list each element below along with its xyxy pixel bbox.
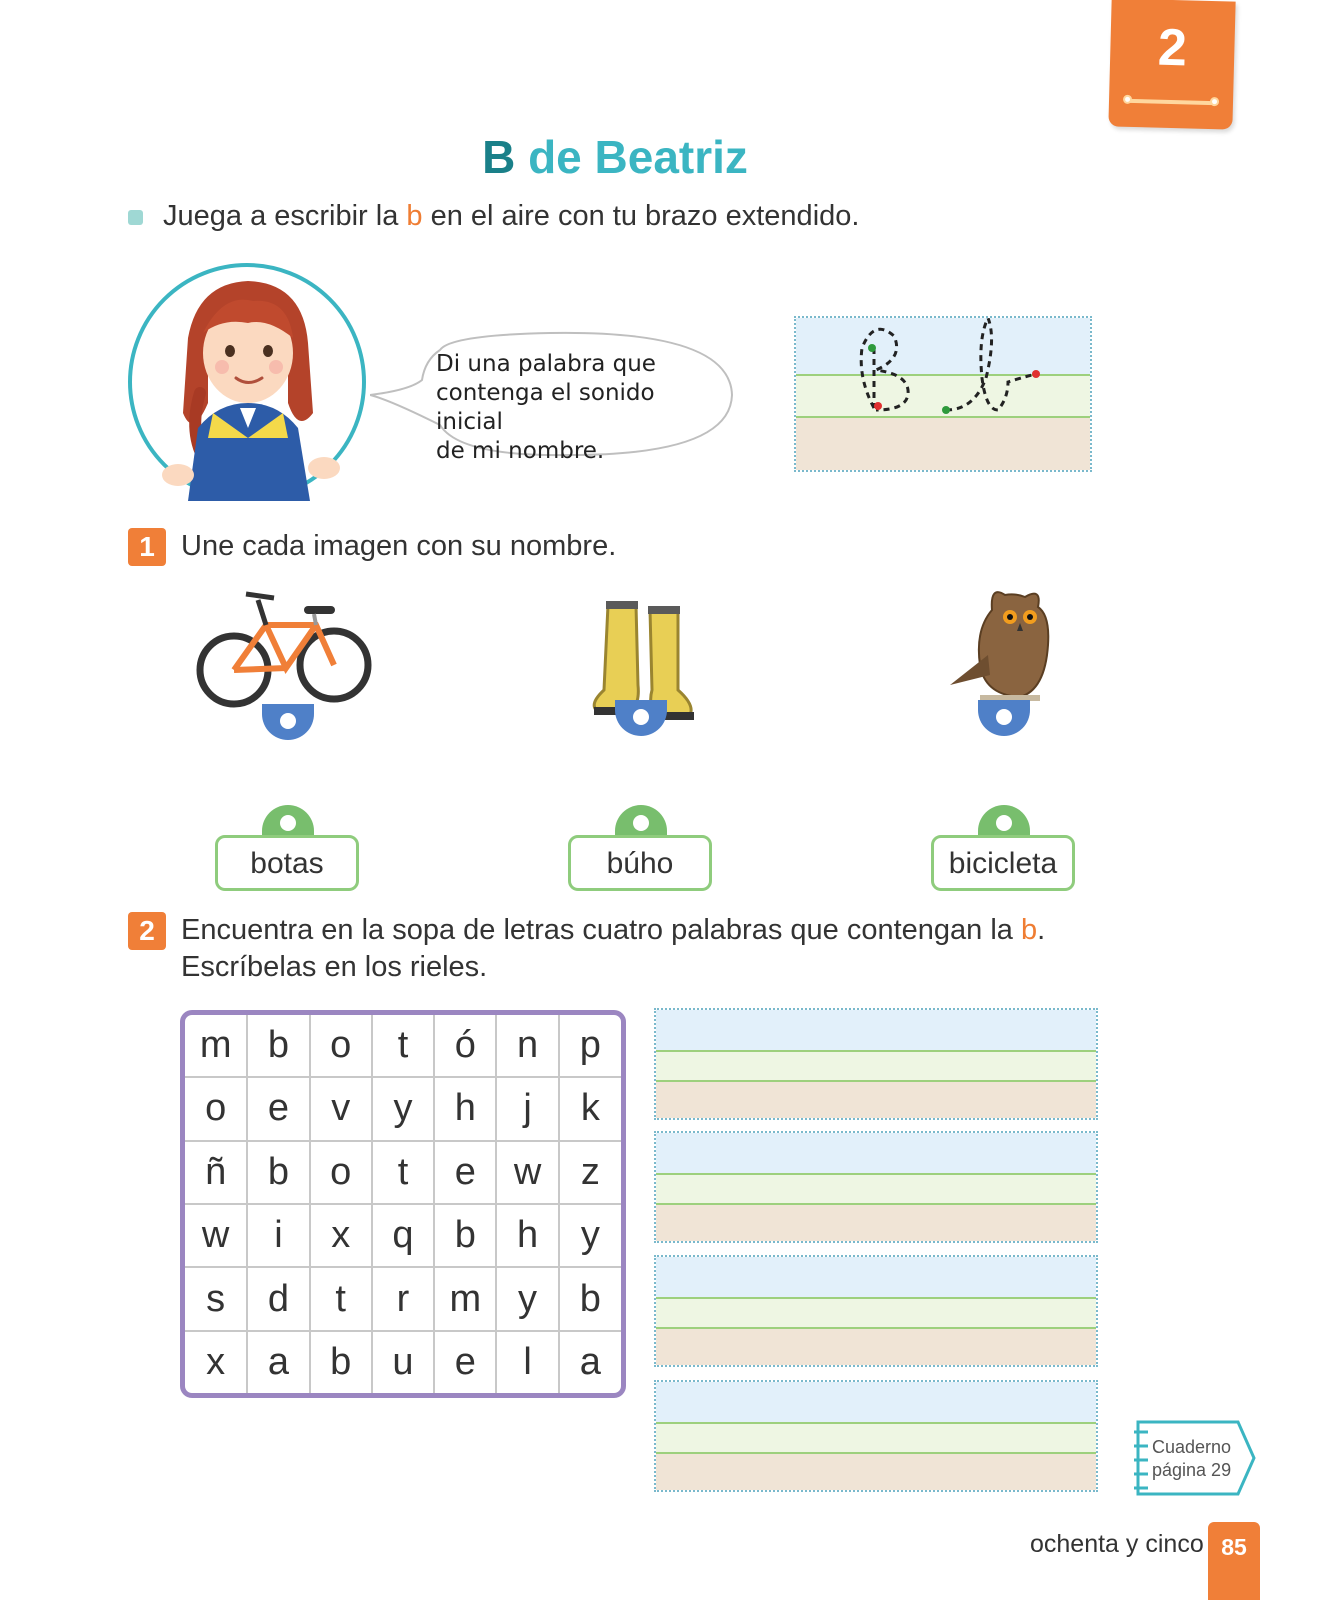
grid-cell[interactable]: r xyxy=(372,1267,434,1330)
grid-cell[interactable]: ó xyxy=(434,1015,496,1077)
word-search-table xyxy=(185,1015,621,1393)
grid-cell[interactable]: y xyxy=(559,1204,621,1267)
notebook-line-1: Cuaderno xyxy=(1152,1437,1232,1457)
speech-bubble-text xyxy=(436,350,716,466)
match-dot-owl[interactable] xyxy=(978,700,1030,736)
notebook-line-2: página 29 xyxy=(1152,1460,1232,1480)
match-dot-bicicleta[interactable] xyxy=(978,805,1030,837)
grid-cell[interactable]: y xyxy=(496,1267,558,1330)
grid-cell[interactable]: w xyxy=(496,1141,558,1204)
grid-cell[interactable]: x xyxy=(185,1331,247,1393)
word-box-buho: búho xyxy=(568,835,712,891)
bicycle-image xyxy=(196,580,376,720)
grid-cell[interactable]: p xyxy=(559,1015,621,1077)
grid-cell[interactable]: z xyxy=(559,1141,621,1204)
grid-cell[interactable]: b xyxy=(559,1267,621,1330)
writing-rail-2[interactable] xyxy=(654,1131,1098,1243)
grid-cell[interactable]: y xyxy=(372,1077,434,1140)
cursive-b-trace xyxy=(796,318,1092,472)
page-title xyxy=(0,130,1230,184)
grid-cell[interactable]: q xyxy=(372,1204,434,1267)
grid-cell[interactable]: o xyxy=(310,1141,372,1204)
grid-cell[interactable]: t xyxy=(372,1141,434,1204)
grid-cell[interactable]: a xyxy=(559,1331,621,1393)
grid-row xyxy=(185,1204,621,1267)
grid-row xyxy=(185,1331,621,1393)
grid-cell[interactable]: j xyxy=(496,1077,558,1140)
bubble-line-3: de mi nombre. xyxy=(436,438,605,464)
grid-cell[interactable]: b xyxy=(247,1015,309,1077)
grid-cell[interactable]: e xyxy=(434,1331,496,1393)
grid-cell[interactable]: h xyxy=(496,1204,558,1267)
grid-cell[interactable]: x xyxy=(310,1204,372,1267)
match-dot-bicycle[interactable] xyxy=(262,704,314,740)
unit-number: 2 xyxy=(1157,18,1188,78)
title-rest: de Beatriz xyxy=(515,131,748,183)
grid-cell[interactable]: w xyxy=(185,1204,247,1267)
grid-row xyxy=(185,1141,621,1204)
match-dot-buho[interactable] xyxy=(615,805,667,837)
grid-cell[interactable]: e xyxy=(247,1077,309,1140)
grid-cell[interactable]: o xyxy=(185,1077,247,1140)
bubble-line-2: contenga el sonido inicial xyxy=(436,380,655,435)
grid-cell[interactable]: b xyxy=(247,1141,309,1204)
grid-cell[interactable]: b xyxy=(310,1331,372,1393)
exercise-1-badge: 1 xyxy=(128,528,166,566)
grid-row xyxy=(185,1267,621,1330)
grid-cell[interactable]: e xyxy=(434,1141,496,1204)
ex2-instruction-highlight: b xyxy=(1020,914,1038,946)
grid-cell[interactable]: t xyxy=(372,1015,434,1077)
grid-cell[interactable]: k xyxy=(559,1077,621,1140)
unit-tab-line xyxy=(1127,99,1215,105)
word-box-botas: botas xyxy=(215,835,359,891)
title-letter: B xyxy=(482,131,516,183)
grid-cell[interactable]: h xyxy=(434,1077,496,1140)
ex2-instruction-after: . xyxy=(1037,914,1046,946)
exercise-2-instruction xyxy=(181,912,1045,986)
ex2-instruction-before: Encuentra en la sopa de letras cuatro palabras que contengan la xyxy=(181,914,1021,946)
notebook-reference xyxy=(1152,1436,1252,1482)
grid-cell[interactable]: o xyxy=(310,1015,372,1077)
grid-row xyxy=(185,1015,621,1077)
page-number: 85 xyxy=(1208,1522,1260,1600)
intro-before: Juega a escribir la xyxy=(163,200,407,232)
writing-rail-1[interactable] xyxy=(654,1008,1098,1120)
grid-cell[interactable]: l xyxy=(496,1331,558,1393)
intro-after: en el aire con tu brazo extendido. xyxy=(422,200,860,232)
exercise-1-instruction: Une cada imagen con su nombre. xyxy=(181,530,617,562)
grid-cell[interactable]: a xyxy=(247,1331,309,1393)
grid-cell[interactable]: s xyxy=(185,1267,247,1330)
word-box-bicicleta: bicicleta xyxy=(931,835,1075,891)
word-search-grid xyxy=(180,1010,626,1398)
intro-instruction xyxy=(128,200,859,233)
grid-cell[interactable]: m xyxy=(185,1015,247,1077)
grid-cell[interactable]: ñ xyxy=(185,1141,247,1204)
grid-cell[interactable]: i xyxy=(247,1204,309,1267)
ex2-instruction-line2: Escríbelas en los rieles. xyxy=(181,951,488,983)
grid-cell[interactable]: u xyxy=(372,1331,434,1393)
grid-cell[interactable]: m xyxy=(434,1267,496,1330)
bubble-line-1: Di una palabra que xyxy=(436,351,656,377)
unit-tab xyxy=(1108,0,1235,130)
writing-guide xyxy=(794,316,1092,472)
grid-cell[interactable]: t xyxy=(310,1267,372,1330)
grid-cell[interactable]: v xyxy=(310,1077,372,1140)
match-dot-botas[interactable] xyxy=(262,805,314,837)
exercise-2-badge: 2 xyxy=(128,912,166,950)
grid-row xyxy=(185,1077,621,1140)
bullet-icon xyxy=(128,210,143,225)
grid-cell[interactable]: b xyxy=(434,1204,496,1267)
grid-cell[interactable]: d xyxy=(247,1267,309,1330)
girl-portrait xyxy=(128,263,366,501)
grid-cell[interactable]: n xyxy=(496,1015,558,1077)
writing-rail-4[interactable] xyxy=(654,1380,1098,1492)
writing-rail-3[interactable] xyxy=(654,1255,1098,1367)
page-number-words: ochenta y cinco xyxy=(1030,1530,1204,1558)
intro-highlight: b xyxy=(406,200,423,232)
girl-illustration xyxy=(128,263,366,501)
